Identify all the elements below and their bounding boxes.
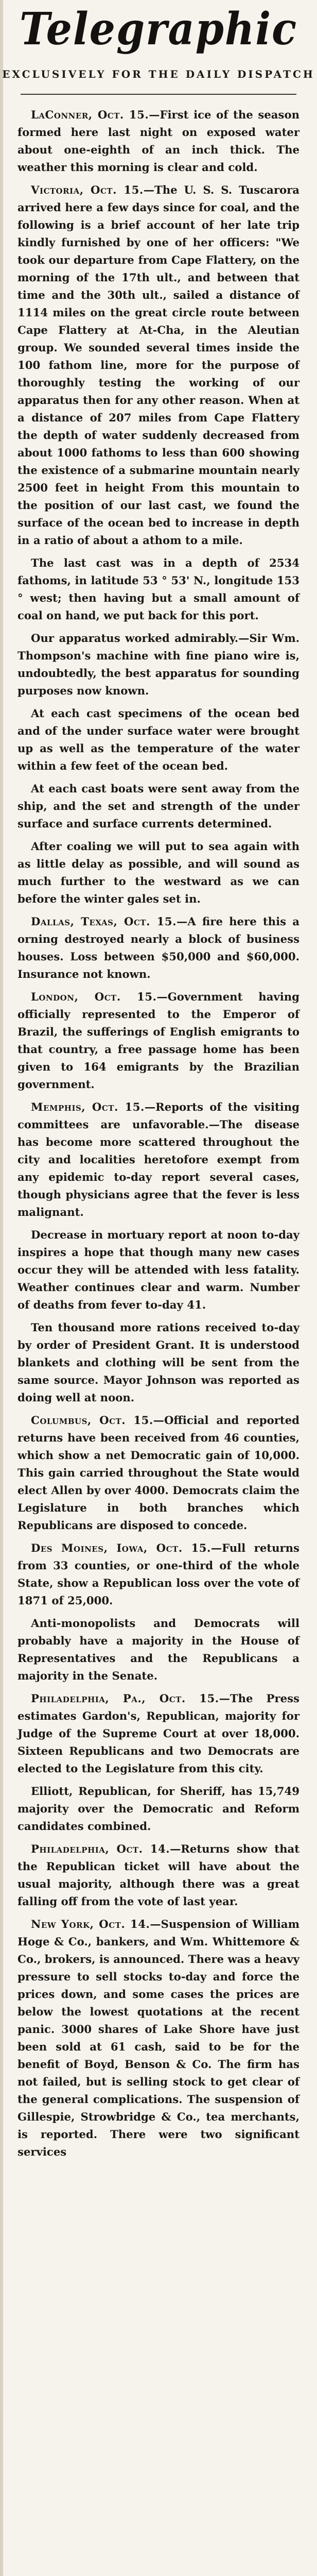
- paragraph-text: Full returns from 33 counties, or one-third of the whole State, show a Republican loss over the vote of 1871 of 25,000.: [17, 1541, 300, 1607]
- news-item-lead: [17, 1412, 300, 1534]
- dateline-dash: —: [149, 108, 160, 121]
- news-item-lead: [17, 181, 300, 549]
- dateline: Des Moines, Iowa, Oct. 15.: [31, 1541, 211, 1554]
- news-item-paragraph: [17, 780, 300, 833]
- news-item: [17, 1840, 300, 1910]
- dateline: Dallas, Texas, Oct. 15.: [31, 915, 177, 928]
- dateline-dash: —: [219, 1692, 230, 1705]
- dateline-dash: —: [150, 1918, 161, 1930]
- news-item-paragraph: [17, 705, 300, 775]
- paragraph-text: Government having officially represented to the Emperor of Brazil, the sufferings of English emigrants to that country, a free passage home has been given to 164 emigrants by the Brazilian government.: [17, 990, 300, 1091]
- news-item-paragraph: [17, 838, 300, 908]
- news-item: [17, 1412, 300, 1534]
- paragraph-text: Official and reported returns have been received from 46 counties, which show a net Democratic gain of 10,000. This gain carried throughout the State would elect Allen by over 4000. Democrats claim the Legislature in both branches which Republicans are disposed to concede.: [17, 1414, 300, 1532]
- paragraph-text: The last cast was in a depth of 2534 fathoms, in latitude 53 ° 53' N., longitude 153 ° west; then having but a small amount of coal on hand, we put back for this port.: [17, 556, 300, 622]
- news-item-paragraph: [17, 1783, 300, 1835]
- news-item-paragraph: [17, 554, 300, 624]
- dateline-dash: —: [143, 183, 154, 196]
- article-column: [17, 106, 300, 2166]
- paragraph-text: Elliott, Republican, for Sheriff, has 15,749 majority over the Democratic and Reform candidates combined.: [17, 1785, 300, 1833]
- news-item-paragraph: [17, 1319, 300, 1406]
- paragraph-text: After coaling we will put to sea again with as little delay as possible, and will sound as much further to the westward as we can before the winter gales set in.: [17, 840, 300, 905]
- news-item-lead: [17, 1840, 300, 1910]
- news-item-lead: [17, 1539, 300, 1609]
- paragraph-text: A fire here this a orning destroyed nearly a block of business houses. Loss between $50,000 and $60,000. Insurance not known.: [17, 915, 300, 980]
- paragraph-text: Returns show that the Republican ticket will have about the usual majority, although there was a great falling off from the vote of last year.: [17, 1842, 300, 1908]
- news-item-lead: [17, 1916, 300, 2161]
- news-item-lead: [17, 106, 300, 176]
- news-item-lead: [17, 1690, 300, 1777]
- news-item: [17, 1916, 300, 2161]
- paragraph-text: At each cast specimens of the ocean bed and of the under surface water were brought up as well as the temperature of the water within a few feet of the ocean bed.: [17, 707, 300, 772]
- paragraph-text: Suspension of William Hoge & Co., bankers, and Wm. Whittemore & Co., brokers, is announced. There was a heavy pressure to sell stocks to-day and force the prices down, and some cases the prices are below the lowest quotations at the recent panic. 3000 shares of Lake Shore have just been sold at 61 cash, said to be for the benefit of Boyd, Benson & Co. The firm has not failed, but is selling stock to get clear of the general complications. The suspension of Gillespie, Strowbridge & Co., tea merchants, is reported. There were two significant services: [17, 1918, 300, 2158]
- dateline: London, Oct. 15.: [31, 990, 157, 1003]
- dateline: Memphis, Oct. 15.: [31, 1100, 145, 1113]
- dateline-dash: —: [170, 1842, 181, 1855]
- dateline: Philadelphia, Pa., Oct. 15.: [31, 1692, 219, 1705]
- paragraph-text: The U. S. S. Tuscarora arrived here a few days since for coal, and the following is a brief account of her late trip kindly furnished by one of her officers: "We took our departure from Cape Flattery, on the morning of the 17th ult., and between that time and the 30th ult., sailed a distance of 1114 miles on the great circle route between Cape Flattery at At-Cha, in the Aleutian group. We sounded several times inside the 100 fathom line, more for the purpose of thoroughly testing the working of our apparatus then for any other reason. When at a distance of 207 miles from Cape Flattery the depth of water suddenly decreased from about 1000 fathoms to less than 600 showing the existence of a submarine mountain nearly 2500 feet in height From this mountain to the position of our last cast, we found the surface of the ocean bed to increase in depth in a ratio of about a athom to a mile.: [17, 183, 300, 547]
- paragraph-text: At each cast boats were sent away from the ship, and the set and strength of the under surface and surface currents determined.: [17, 782, 300, 830]
- dateline-dash: —: [156, 990, 168, 1003]
- news-item-paragraph: [17, 630, 300, 700]
- dateline: New York, Oct. 14.: [31, 1918, 150, 1930]
- news-item: [17, 1098, 300, 1406]
- paragraph-text: First ice of the season formed here last night on exposed water about one-eighth of an inch thick. The weather this morning is clear and cold.: [17, 108, 300, 174]
- news-item: [17, 106, 300, 176]
- news-item-paragraph: [17, 1615, 300, 1685]
- paragraph-text: Ten thousand more rations received to-day by order of President Grant. It is understood blankets and clothing will be sent from the same source. Mayor Johnson was reported as doing well at noon.: [17, 1321, 300, 1404]
- dateline: Victoria, Oct. 15.: [31, 183, 144, 196]
- news-item-lead: [17, 988, 300, 1093]
- paragraph-text: Our apparatus worked admirably.—Sir Wm. Thompson's machine with fine piano wire is, undoubtedly, the best apparatus for sounding purposes now known.: [17, 632, 300, 697]
- news-item-lead: [17, 913, 300, 983]
- masthead-divider: [21, 94, 296, 95]
- masthead-title: Telegraphic: [19, 3, 298, 55]
- news-item: [17, 181, 300, 908]
- news-item: [17, 988, 300, 1093]
- paragraph-text: The Press estimates Gardon's, Republican, majority for Judge of the Supreme Court at over 18,000. Sixteen Republicans and two Democrats are elected to the Legislature from this city.: [17, 1692, 300, 1775]
- dateline-dash: —: [210, 1541, 222, 1554]
- dateline: Philadelphia, Oct. 14.: [31, 1842, 170, 1855]
- news-item-paragraph: [17, 1226, 300, 1314]
- news-item: [17, 913, 300, 983]
- paragraph-text: Reports of the visiting committees are unfavorable.—The disease has become more scattered throughout the city and localities heretofore exempt from any epidemic to-day report several cases, though physicians agree that the fever is less malignant.: [17, 1100, 300, 1218]
- dateline-dash: —: [153, 1414, 164, 1427]
- page-edge-shadow: [0, 0, 3, 2576]
- masthead: [0, 0, 317, 103]
- paragraph-text: Anti-monopolists and Democrats will probably have a majority in the House of Representatives and the Republicans a majority in the Senate.: [17, 1617, 300, 1682]
- dateline-dash: —: [177, 915, 188, 928]
- news-item: [17, 1539, 300, 1685]
- paragraph-text: Decrease in mortuary report at noon to-day inspires a hope that though many new cases occur they will be attended with less fatality. Weather continues clear and warm. Number of deaths from fever to-day 41.: [17, 1228, 300, 1311]
- dateline: LaConner, Oct. 15.: [31, 108, 149, 121]
- dateline: Columbus, Oct. 15.: [31, 1414, 153, 1427]
- news-item: [17, 1690, 300, 1835]
- news-item-lead: [17, 1098, 300, 1221]
- masthead-subtitle: EXCLUSIVELY FOR THE DAILY DISPATCH: [2, 68, 315, 80]
- dateline-dash: —: [144, 1100, 156, 1113]
